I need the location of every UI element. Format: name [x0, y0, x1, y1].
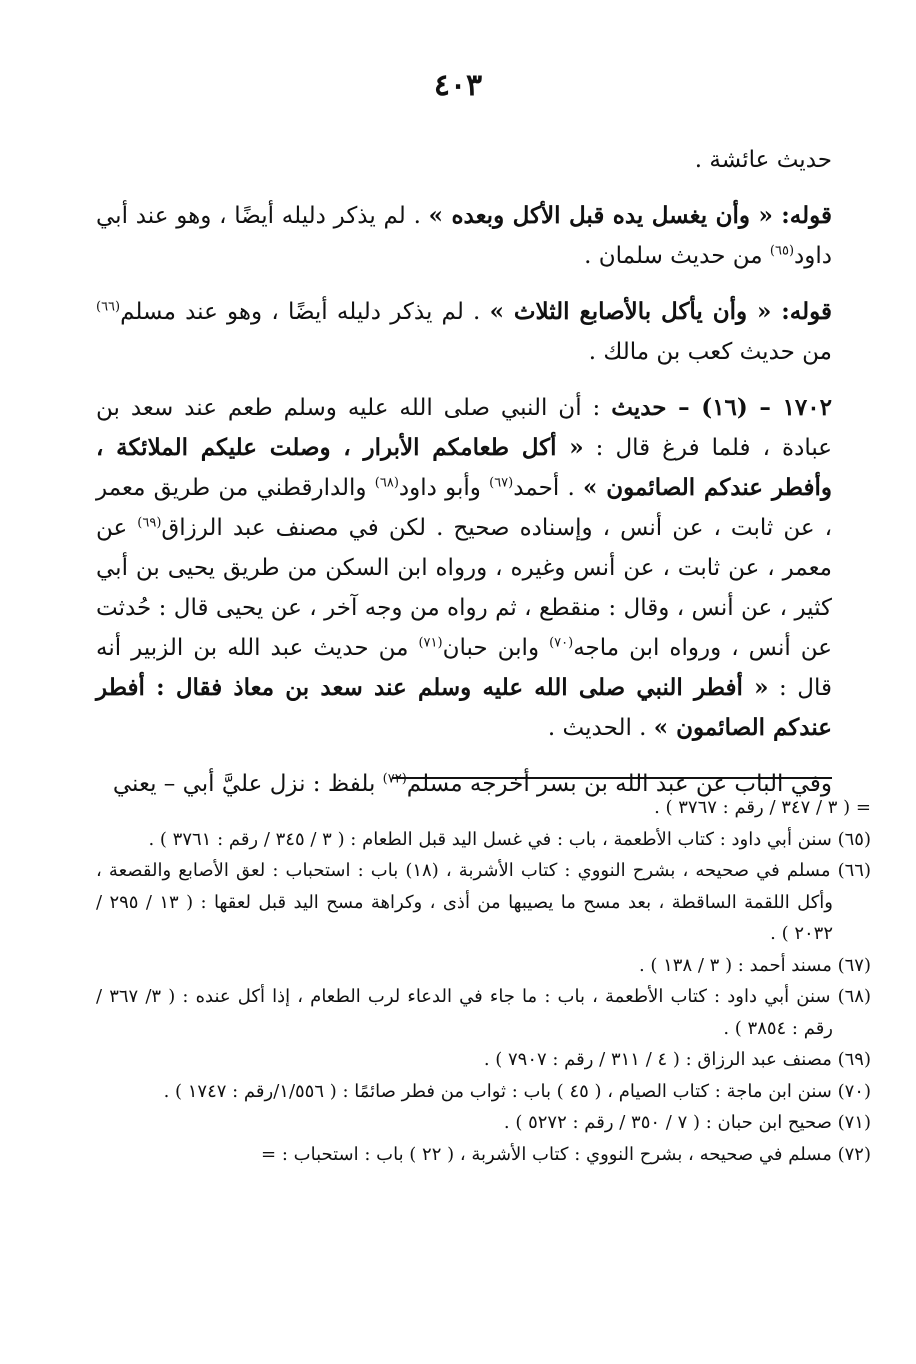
- paragraph-text: وابن حبان: [442, 635, 550, 661]
- footnotes: [96, 792, 871, 1170]
- page-number: ٤٠٣: [433, 68, 483, 103]
- footnote-continuation: = ( ٣ / ٣٤٧ / رقم : ٣٧٦٧ ) .: [654, 797, 871, 818]
- paragraph-text: من حديث عبد الله بن الزبير أنه قال :: [96, 635, 832, 701]
- footnote-ref-72[interactable]: (٧٢): [382, 771, 407, 787]
- paragraph-text: . لم يذكر دليله أيضًا ، وهو عند مسلم: [120, 299, 490, 325]
- label-qawluhu: قوله: [789, 298, 832, 325]
- footnote-70: (٧٠) سنن ابن ماجة : كتاب الصيام ، ( ٤٥ ) باب : ثواب من فطر صائمًا : ( ١/٥٥٦/رقم : ١٧٤٧ ) .: [163, 1080, 871, 1102]
- paragraph-text: والدارقطني من طريق معمر ، عن ثابت ، عن أنس ، وإسناده صحيح . لكن في مصنف عبد الرزاق: [96, 475, 832, 541]
- label-qawluhu: قوله: [789, 202, 832, 229]
- footnote-ref-68[interactable]: (٦٨): [374, 475, 399, 491]
- footnote-ref-65[interactable]: (٦٥): [769, 243, 795, 259]
- paragraph-text: . أحمد: [513, 475, 583, 501]
- quoted-text: : « وأن يأكل بالأصابع الثلاث »: [489, 298, 790, 325]
- footnote-ref-66[interactable]: (٦٦): [96, 299, 121, 315]
- footnote-67: (٦٧) مسند أحمد : ( ٣ / ١٣٨ ) .: [638, 954, 871, 976]
- paragraph-hadith-1702: [96, 388, 832, 748]
- paragraph-text: عن معمر ، عن ثابت ، عن أنس وغيره ، ورواه ابن السكن من طريق يحيى بن أبي كثير ، عن أنس ، وقال : منقطع ، ثم رواه من وجه آخر ، عن يحيى قال : حُدثت عن أنس ، ورواه ابن ماجه: [96, 515, 832, 661]
- quoted-text: « أفطر النبي صلى الله عليه وسلم عند سعد بن معاذ فقال : أفطر عندكم الصائمون »: [96, 674, 832, 741]
- paragraph-text: بلفظ : نزل عليَّ أبي – يعني: [112, 771, 383, 797]
- footnote-72: (٧٢) مسلم في صحيحه ، بشرح النووي : كتاب الأشربة ، ( ٢٢ ) باب : استحباب : =: [261, 1143, 871, 1165]
- paragraph-aisha: [96, 140, 832, 180]
- quoted-text: « أكل طعامكم الأبرار ، وصلت عليكم الملائكة ، وأفطر عندكم الصائمون »: [96, 434, 832, 501]
- paragraph-text: من حديث سلمان .: [584, 243, 770, 269]
- paragraph-text: : أن النبي صلى الله عليه وسلم طعم عند سعد بن عبادة ، فلما فرغ قال :: [96, 395, 832, 461]
- paragraph-wash-hands: [96, 196, 832, 276]
- paragraph-text: وأبو داود: [398, 475, 490, 501]
- footnote-71: (٧١) صحيح ابن حبان : ( ٧ / ٣٥٠ / رقم : ٥٢٧٢ ) .: [503, 1112, 871, 1133]
- footnote-divider: [392, 777, 832, 779]
- footnote-69: (٦٩) مصنف عبد الرزاق : ( ٤ / ٣١١ / رقم : ٧٩٠٧ ) .: [483, 1049, 871, 1070]
- paragraph-text: . لم يذكر دليله أيضًا ، وهو عند أبي داود: [96, 203, 832, 269]
- footnote-66: (٦٦) مسلم في صحيحه ، بشرح النووي : كتاب الأشربة ، (١٨) باب : استحباب : لعق الأصابع والقصعة ، وأكل اللقمة الساقطة ، بعد مسح ما يصيبها من أذى ، وكراهة مسح اليد قبل لعقها : ( ١٣ / ٢٩٥ / ٢٠٣٢ ) .: [96, 860, 871, 944]
- paragraph-text: . الحديث .: [547, 715, 654, 741]
- hadith-heading: ١٧٠٢ – (١٦) – حديث: [611, 394, 832, 421]
- footnote-65: (٦٥) سنن أبي داود : كتاب الأطعمة ، باب : في غسل اليد قبل الطعام : ( ٣ / ٣٤٥ / رقم : ٣٧٦١ ) .: [148, 828, 871, 850]
- footnote-ref-67[interactable]: (٦٧): [489, 475, 514, 491]
- paragraph-text: من حديث كعب بن مالك .: [588, 339, 832, 365]
- footnote-ref-70[interactable]: (٧٠): [549, 635, 574, 651]
- paragraph-three-fingers: [96, 292, 832, 372]
- footnote-ref-71[interactable]: (٧١): [418, 635, 443, 651]
- main-text: [96, 140, 832, 820]
- footnote-68: (٦٨) سنن أبي داود : كتاب الأطعمة ، باب : ما جاء في الدعاء لرب الطعام ، إذا أكل عنده : ( ٣/ ٣٦٧ / رقم : ٣٨٥٤ ) .: [96, 986, 871, 1039]
- footnote-ref-69[interactable]: (٦٩): [137, 515, 162, 531]
- paragraph-text: حديث عائشة .: [694, 147, 832, 173]
- paragraph-text: وفي الباب عن عبد الله بن بسر أخرجه مسلم: [406, 771, 832, 797]
- quoted-text: : « وأن يغسل يده قبل الأكل وبعده »: [428, 202, 790, 229]
